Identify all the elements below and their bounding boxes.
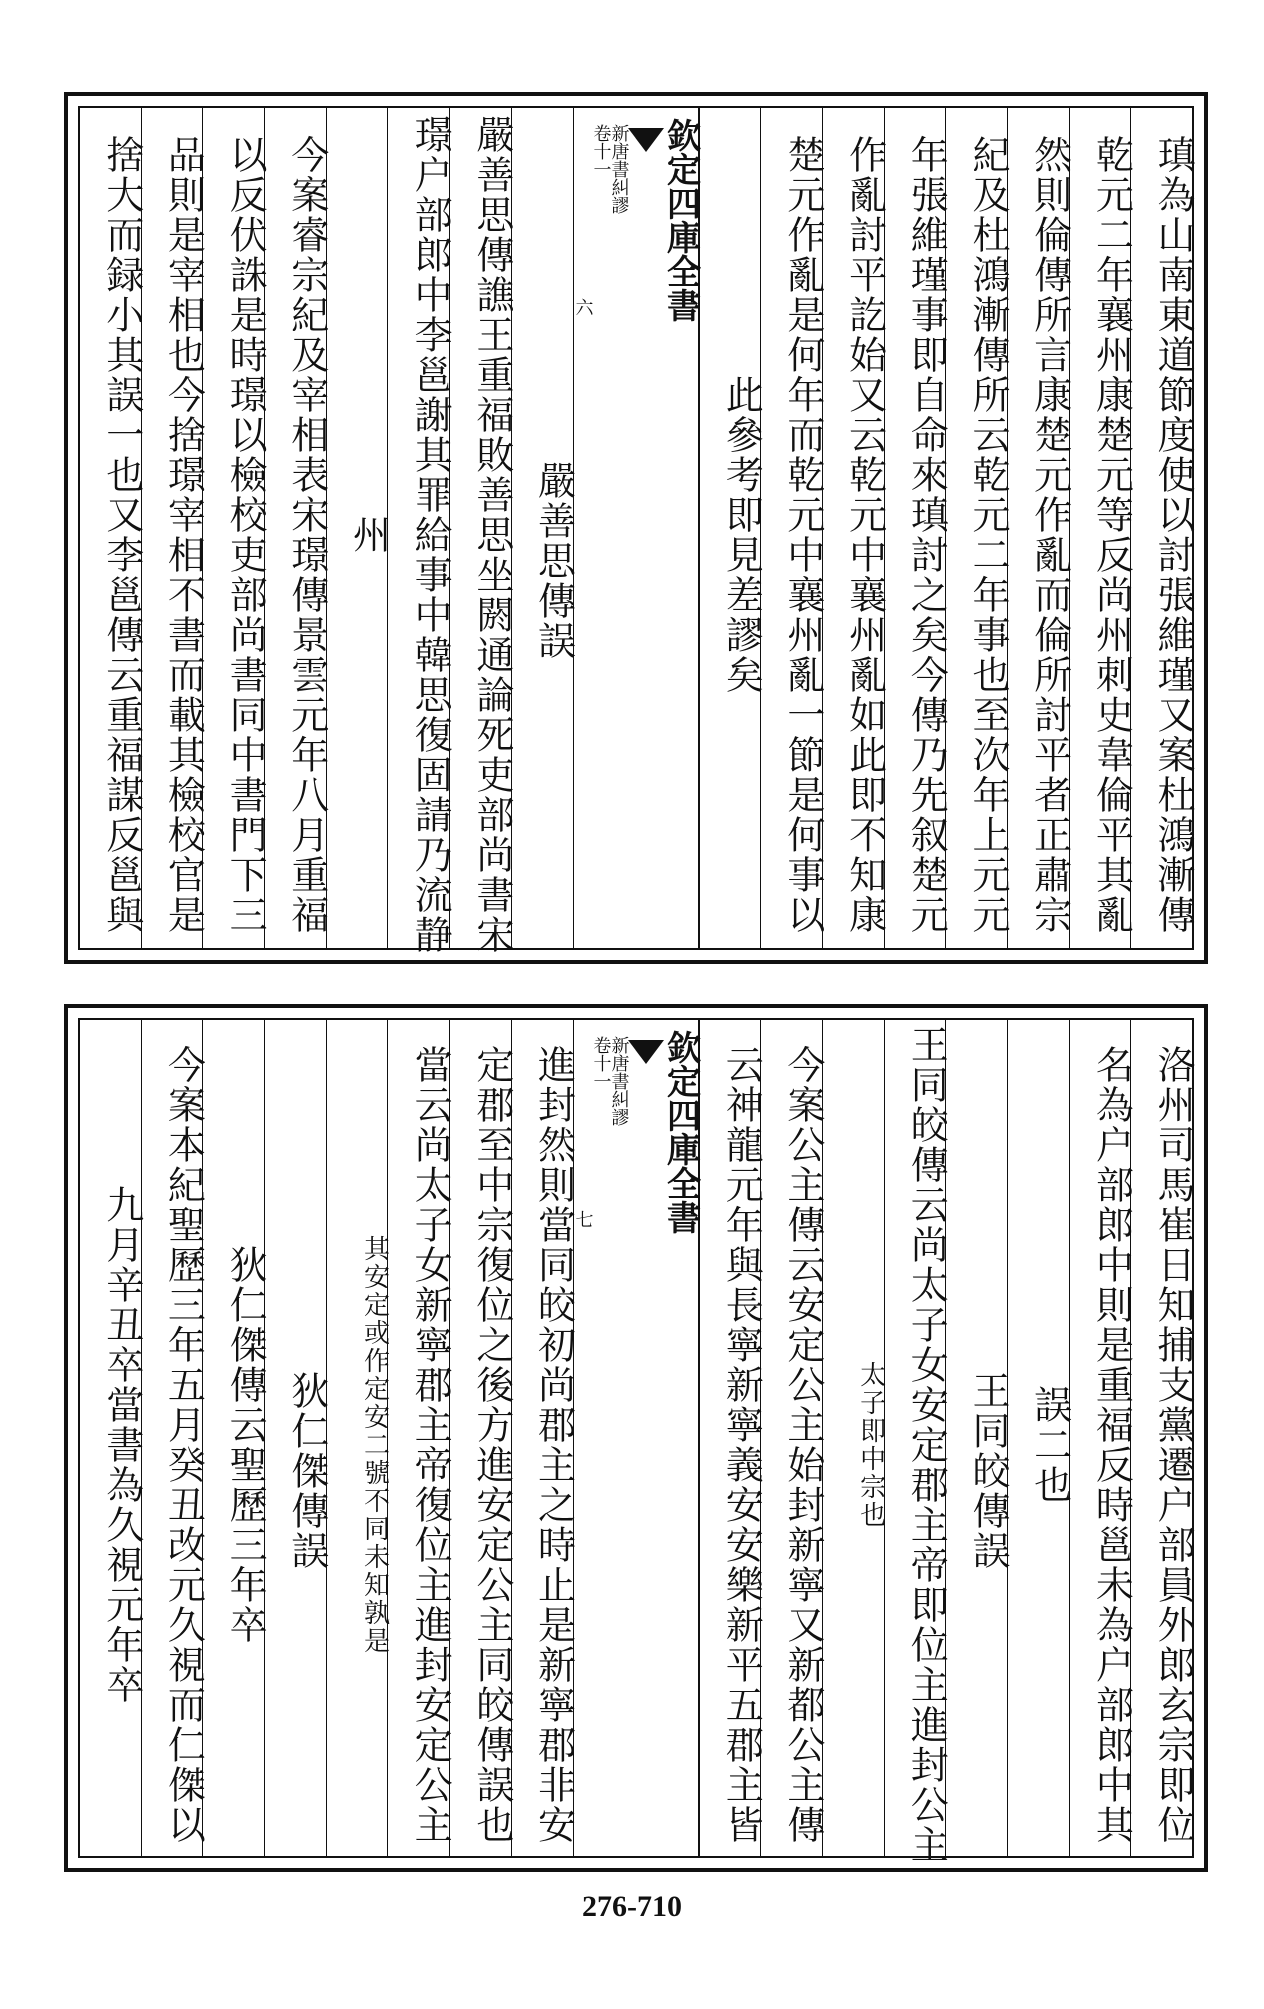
text-column: 今案公主傳云安定公主始封新寧又新都公主傳	[760, 1020, 822, 1856]
text-column: 州	[326, 108, 388, 948]
bottom-columns	[80, 1020, 1195, 1865]
text-column: 以反伏誅是時璟以檢校吏部尚書同中書門下三	[202, 108, 264, 948]
text-column: 紀及杜鴻漸傳所云乾元二年事也至次年上元元	[945, 108, 1007, 948]
text-column: 乾元二年襄州康楚元等反尚州刺史韋倫平其亂	[1069, 108, 1131, 948]
text-column: 今案睿宗紀及宰相表宋璟傳景雲元年八月重福	[264, 108, 326, 948]
spine-page-number: 六	[572, 298, 594, 316]
spine-volume: 卷十一	[590, 124, 612, 178]
spine-book-title: 新唐書糾謬	[608, 1036, 630, 1126]
interlinear-note: 其安定或作定安二號不同未知孰是	[326, 1020, 388, 1856]
text-column: 名為户部郎中則是重福反時邕未為户部郎中其	[1069, 1020, 1131, 1856]
section-heading: 嚴善思傳誤	[511, 108, 573, 948]
text-column: 狄仁傑傳云聖歷三年卒	[202, 1020, 264, 1856]
text-column: 當云尚太子女新寧郡主帝復位主進封安定公主	[387, 1020, 449, 1856]
text-column: 瑱為山南東道節度使以討張維瑾又案杜鴻漸傳	[1130, 108, 1192, 948]
center-spine	[573, 1020, 699, 1856]
spine-title: 欽定四庫全書	[660, 118, 701, 322]
bottom-text-panel	[64, 1004, 1208, 1872]
section-heading: 王同皎傳誤	[945, 1020, 1007, 1856]
text-column: 然則倫傳所言康楚元作亂而倫所討平者正肅宗	[1007, 108, 1069, 948]
fish-tail-mark-icon	[628, 128, 664, 152]
text-column: 王同皎傳云尚太子女安定郡主帝即位主進封公主	[884, 1020, 946, 1856]
spine-volume: 卷十一	[590, 1036, 612, 1090]
text-column: 云神龍元年與長寧新寧義安安樂新平五郡主皆	[699, 1020, 761, 1856]
text-column: 洛州司馬崔日知捕支黨遷户部員外郎玄宗即位	[1130, 1020, 1192, 1856]
spine-book-title: 新唐書糾謬	[608, 124, 630, 214]
text-column: 品則是宰相也今捨璟宰相不書而載其檢校官是	[141, 108, 203, 948]
text-column: 此參考即見差謬矣	[699, 108, 761, 948]
top-text-panel	[64, 92, 1208, 964]
text-column: 璟户部郎中李邕謝其罪給事中韓思復固請乃流静	[387, 108, 449, 948]
text-column: 年張維瑾事即自命來瑱討之矣今傳乃先叙楚元	[884, 108, 946, 948]
text-column: 楚元作亂是何年而乾元中襄州亂一節是何事以	[760, 108, 822, 948]
page-number: 276-710	[582, 1890, 682, 1923]
text-column: 今案本紀聖歷三年五月癸丑改元久視而仁傑以	[141, 1020, 203, 1856]
text-column: 誤二也	[1007, 1020, 1069, 1856]
center-spine	[573, 108, 699, 948]
interlinear-note: 太子即中宗也	[822, 1020, 884, 1856]
text-column: 九月辛丑卒當書為久視元年卒	[99, 1185, 144, 1705]
text-column: 嚴善思傳譙王重福敗善思坐閼通論死吏部尚書宋	[449, 108, 511, 948]
text-column: 定郡至中宗復位之後方進安定公主同皎傳誤也	[449, 1020, 511, 1856]
text-column: 作亂討平訖始又云乾元中襄州亂如此即不知康	[822, 108, 884, 948]
spine-page-number: 七	[572, 1210, 594, 1228]
text-column: 捨大而録小其誤一也又李邕傳云重福謀反邕與	[99, 135, 144, 935]
top-columns	[80, 108, 1195, 955]
spine-title: 欽定四庫全書	[660, 1030, 701, 1234]
text-column: 進封然則當同皎初尚郡主之時止是新寧郡非安	[511, 1020, 573, 1856]
fish-tail-mark-icon	[628, 1040, 664, 1064]
section-heading: 狄仁傑傳誤	[264, 1020, 326, 1856]
